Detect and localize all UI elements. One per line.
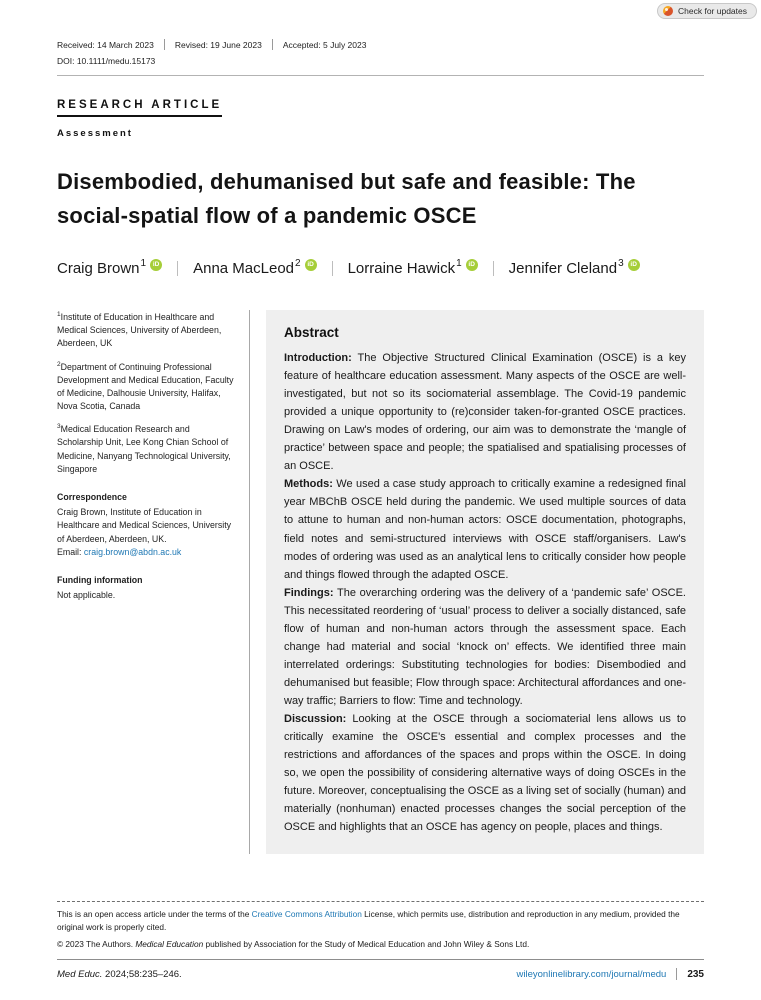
journal-url-link[interactable]: wileyonlinelibrary.com/journal/medu — [516, 968, 667, 980]
affiliation-3: $^3$Medical Education Research and Scholarship Unit, Lee Kong Chian School of Medicine, Nanyang Technological University, Singapore — [57, 423, 231, 474]
affiliation-marker: 1 — [57, 311, 61, 319]
orcid-icon[interactable]: iD — [150, 259, 162, 271]
author-name: Lorraine Hawick — [347, 260, 456, 278]
separator — [676, 968, 677, 980]
funding-text: Not applicable. — [57, 590, 116, 601]
affiliation-marker: 2 — [57, 360, 61, 368]
orcid-icon[interactable]: iD — [628, 259, 640, 271]
abstract-methods: Methods: We used a case study approach to critically examine a redesigned final year MBChB OSCE held during the pandemic. We used multiple sources of data to attune to human and non-human actors: OSCE documentation, photographs, field notes and semi-structured interviews with OSCE staff/organisers. Law's modes of ordering was used as an analytical lens to critically consider how people and things flowed through the adapted OSCE. — [284, 478, 686, 581]
page-number: 235 — [687, 968, 704, 980]
check-for-updates-badge[interactable] — [657, 3, 757, 19]
author-list — [57, 260, 704, 277]
email-label: Email: — [57, 546, 84, 557]
correspondence-email-line — [57, 546, 235, 559]
author-affiliation-ref: 1 — [140, 258, 147, 270]
separator — [164, 39, 165, 50]
separator — [272, 39, 273, 50]
author — [193, 260, 316, 277]
dashed-divider — [57, 901, 704, 902]
affiliation-1: $^1$Institute of Education in Healthcare and Medical Sciences, University of Aberdeen, Aberdeen, UK — [57, 311, 222, 349]
orcid-icon[interactable]: iD — [305, 259, 317, 271]
section-label: Assessment — [57, 128, 133, 139]
author-name: Jennifer Cleland — [508, 260, 618, 278]
abstract-heading: Abstract — [284, 325, 339, 341]
orcid-icon[interactable]: iD — [466, 259, 478, 271]
article-history — [57, 0, 704, 50]
author — [509, 260, 640, 277]
cc-license-link[interactable]: Creative Commons Attribution — [251, 909, 362, 920]
separator — [177, 261, 178, 276]
separator — [332, 261, 333, 276]
license-note: This is an open access article under the terms of the Creative Commons Attribution License, which permits use, distribution and reproduction in any medium, provided the original work is properly cited. — [57, 909, 680, 933]
affiliation-marker: 3 — [57, 423, 61, 431]
check-for-updates-label: Check for updates — [678, 6, 747, 16]
article-title: Disembodied, dehumanised but safe and feasible: The social-spatial flow of a pandemic OSCE — [57, 169, 636, 229]
author-name: Craig Brown — [57, 260, 140, 278]
column-divider — [249, 310, 250, 854]
article-info-column — [57, 310, 249, 854]
abstract-findings: Findings: The overarching ordering was the delivery of a ‘pandemic safe’ OSCE. This necessitated reordering of ‘usual’ process to deliver a socially distanced, safe flow of human and non-human actors through the assessment space. Each change had material and social ‘knock on’ effects. We identified three main interrelated orderings: Substituting technologies for bodies: Disembodied and dehumanised but feasible; Flow through space: Architectural affordances and one-way traffic; Barriers to flow: Time and technology. — [284, 586, 686, 707]
citation: Med Educ. 2024;58:235–246. — [57, 968, 182, 980]
abstract-introduction: Introduction: The Objective Structured Clinical Examination (OSCE) is a key feature of healthcare education assessment. Many aspects of the OSCE are well-investigated, but not so its sociomaterial assemblage. The Covid-19 pandemic provided a unique opportunity to (re)consider taken-for-granted OSCE practices. Drawing on Law's modes of ordering, our aim was to demonstrate the ‘mangle of practice’ between space and people; the spatialised and spatialising processes of an OSCE. — [284, 352, 687, 473]
correspondence-text: Craig Brown, Institute of Education in Healthcare and Medical Sciences, University of Aberdeen, Aberdeen, UK. — [57, 507, 232, 544]
journal-name: Medical Education — [135, 939, 204, 949]
divider — [57, 959, 704, 960]
correspondence-heading: Correspondence — [57, 492, 127, 503]
affiliation-2: $^2$Department of Continuing Professional Development and Medical Education, Faculty of Medicine, Dalhousie University, Halifax, Nova Scotia, Canada — [57, 360, 234, 412]
author-affiliation-ref: 1 — [456, 258, 462, 270]
accepted-date: Accepted: 5 July 2023 — [282, 39, 367, 50]
revised-date: Revised: 19 June 2023 — [174, 39, 262, 50]
article-body — [57, 310, 704, 854]
separator — [493, 261, 494, 276]
author-affiliation-ref: 2 — [295, 258, 301, 270]
crossmark-icon — [663, 6, 673, 16]
doi: DOI: 10.1111/medu.15173 — [57, 56, 156, 66]
footer-bar — [57, 968, 704, 980]
author — [348, 260, 478, 277]
divider — [57, 75, 704, 76]
article-type-label: RESEARCH ARTICLE — [57, 99, 222, 117]
author-affiliation-ref: 3 — [618, 258, 624, 270]
author — [57, 260, 162, 277]
author-name: Anna MacLeod — [193, 260, 294, 278]
received-date: Received: 14 March 2023 — [57, 39, 154, 50]
copyright-line: © 2023 The Authors. Medical Education published by Association for the Study of Medical Education and John Wiley & Sons Ltd. — [57, 939, 530, 949]
footer — [57, 901, 704, 980]
abstract-panel — [266, 310, 704, 854]
email-link[interactable]: craig.brown@abdn.ac.uk — [83, 546, 182, 557]
abstract-discussion: Discussion: Looking at the OSCE through a sociomaterial lens allows us to critically examine the OSCE's essential and complex processes and the restrictions and affordances of the spaces and props within the OSCE. In doing so, we open the possibility of considering alternative ways of doing OSCEs in the future. Moreover, conceptualising the OSCE as a living set of socially (human) and materially (nonhuman) enacted processes changes the social perception of the OSCE and highlights that an OSCE has agency on people, places and things. — [284, 712, 687, 833]
funding-heading: Funding information — [57, 574, 143, 585]
